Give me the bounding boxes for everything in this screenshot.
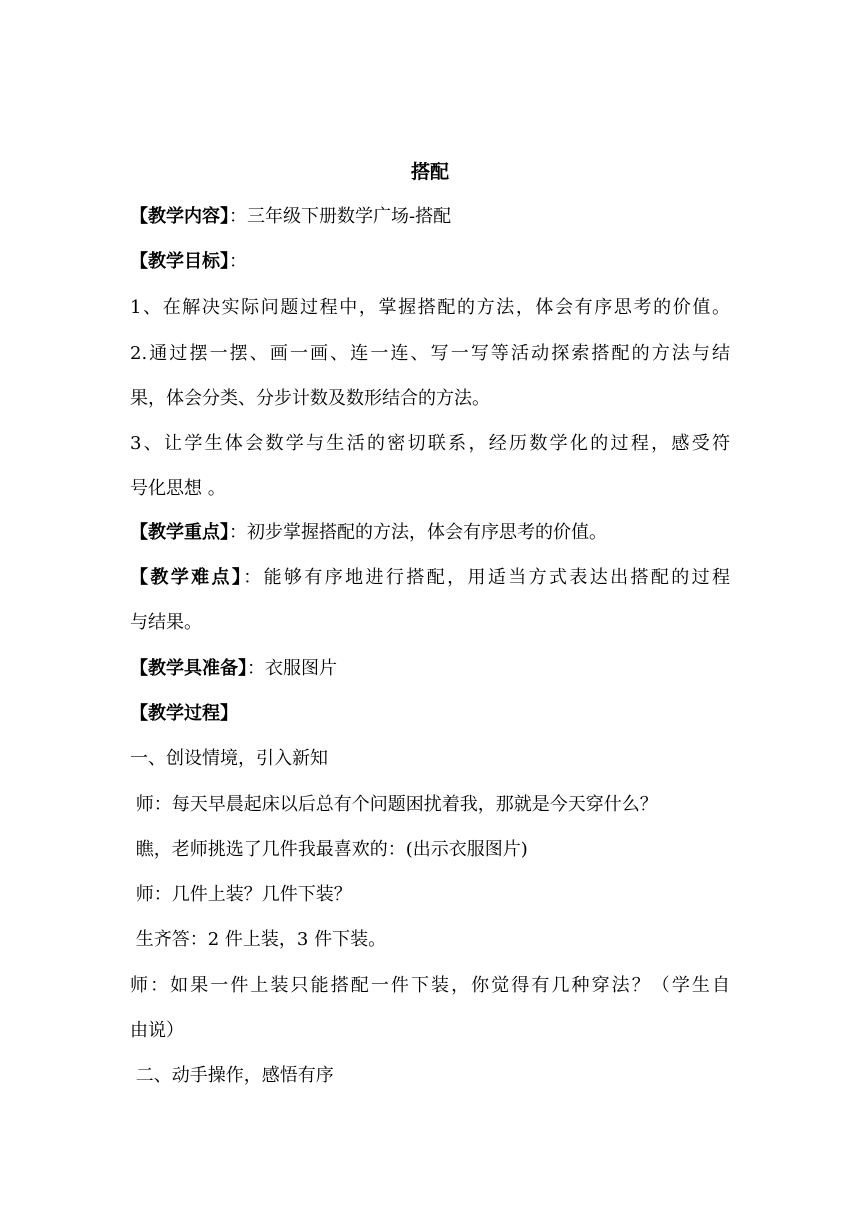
materials-value: ：衣服图片 bbox=[247, 658, 337, 679]
goal-item-3: 3、让学生体会数学与生活的密切联系，经历数学化的过程，感受符 bbox=[130, 433, 730, 454]
materials-label: 【教学具准备】 bbox=[130, 658, 247, 679]
process-line-3: 瞧，老师挑选了几件我最喜欢的：(出示衣服图片) bbox=[130, 839, 528, 860]
process-heading bbox=[130, 701, 730, 727]
process-line-1: 一、创设情境，引入新知 bbox=[130, 748, 328, 769]
teaching-goals-label: 【教学目标】 bbox=[130, 251, 229, 272]
teaching-goals-heading bbox=[130, 249, 730, 275]
materials-line bbox=[130, 656, 730, 682]
process-line-2: 师：每天早晨起床以后总有个问题困扰着我，那就是今天穿什么？ bbox=[130, 794, 658, 815]
process-line-5: 生齐答：2 件上装，3 件下装。 bbox=[130, 929, 387, 950]
process-label: 【教学过程】 bbox=[130, 703, 238, 724]
process-line-8: 二、动手操作，感悟有序 bbox=[130, 1065, 334, 1086]
difficulties-label: 【教学难点】 bbox=[130, 567, 244, 588]
key-points-value: ：初步掌握搭配的方法，体会有序思考的价值。 bbox=[229, 522, 607, 543]
document-title: 搭配 bbox=[410, 161, 449, 183]
teaching-goals-colon: ： bbox=[229, 251, 247, 272]
goal-item-1: 1、在解决实际问题过程中，掌握搭配的方法，体会有序思考的价值。 bbox=[130, 297, 730, 318]
key-points-line bbox=[130, 520, 730, 546]
difficulties-value: ：能够有序地进行搭配，用适当方式表达出搭配的过程 bbox=[243, 567, 731, 588]
difficulties-line-cont: 与结果。 bbox=[130, 612, 202, 633]
process-line-7: 由说） bbox=[130, 1020, 184, 1041]
teaching-content-line bbox=[130, 204, 730, 230]
process-line-6: 师：如果一件上装只能搭配一件下装，你觉得有几种穿法？（学生自 bbox=[130, 975, 730, 996]
goal-item-2: 2.通过摆一摆、画一画、连一连、写一写等活动探索搭配的方法与结 bbox=[130, 343, 730, 364]
goal-item-3-cont: 号化思想 。 bbox=[130, 478, 226, 499]
key-points-label: 【教学重点】 bbox=[130, 522, 229, 543]
goal-item-2-cont: 果，体会分类、分步计数及数形结合的方法。 bbox=[130, 388, 490, 409]
process-line-4: 师：几件上装？几件下装？ bbox=[130, 884, 352, 905]
difficulties-line bbox=[130, 565, 730, 591]
teaching-content-value: ：三年级下册数学广场-搭配 bbox=[229, 206, 452, 227]
teaching-content-label: 【教学内容】 bbox=[130, 206, 229, 227]
